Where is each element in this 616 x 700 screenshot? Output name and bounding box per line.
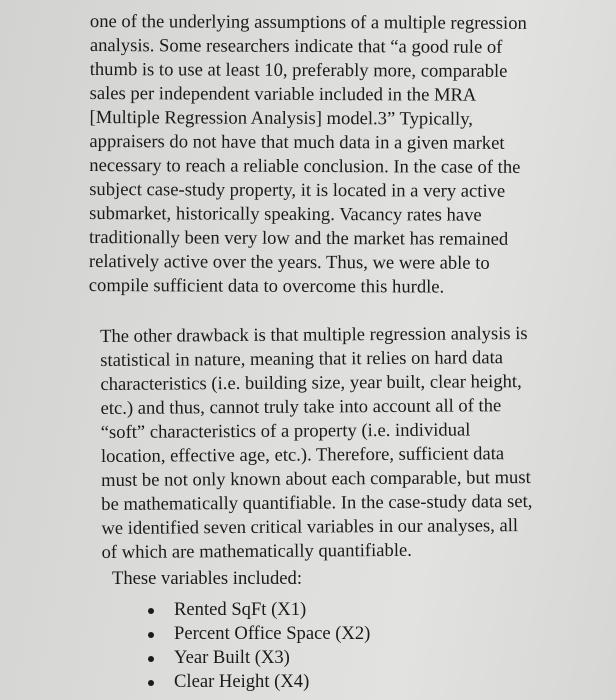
list-item (148, 646, 370, 670)
paragraph-regression-assumptions (89, 10, 568, 300)
text-line: submarket, historically speaking. Vacancy rates have (89, 202, 482, 226)
text-line: necessary to reach a reliable conclusion. In the case of the (89, 154, 521, 178)
variable-label: Rented SqFt (X1) (174, 599, 307, 620)
text-line: thumb is to use at least 10, preferably more, comparable (89, 58, 508, 82)
text-line: compile sufficient data to overcome this hurdle. (88, 274, 445, 298)
text-line: The other drawback is that multiple regression analysis is (100, 323, 528, 347)
text-line: one of the underlying assumptions of a multiple regression (89, 10, 527, 34)
text-line: statistical in nature, meaning that it relies on hard data (100, 347, 504, 371)
variable-label: Percent Office Space (X2) (174, 623, 371, 644)
text-line: relatively active over the years. Thus, we were able to (88, 250, 490, 274)
text-line: we identified seven critical variables in our analyses, all (101, 515, 519, 539)
text-line: sales per independent variable included in the MRA (89, 82, 477, 106)
text-line: must be not only known about each comparable, but must (101, 466, 531, 491)
text-line: [Multiple Regression Analysis] model.3” Typically, (89, 106, 474, 130)
list-item (148, 598, 370, 622)
text-line: “soft” characteristics of a property (i.e. individual (100, 419, 471, 443)
text-line: etc.) and thus, cannot truly take into account all of the (100, 395, 502, 419)
text-line: analysis. Some researchers indicate that “a good rule of (89, 34, 503, 58)
text-line: traditionally been very low and the market has remained (88, 226, 509, 250)
text-line: be mathematically quantifiable. In the case-study data set, (101, 490, 533, 515)
paragraph-regression-drawback (100, 322, 566, 565)
bullet-icon (148, 680, 154, 686)
list-item (148, 670, 370, 694)
text-line: of which are mathematically quantifiable. (101, 539, 412, 563)
variables-intro: These variables included: (112, 568, 302, 589)
list-item (148, 622, 370, 646)
bullet-icon (148, 632, 154, 638)
bullet-icon (148, 656, 154, 662)
variable-label: Clear Height (X4) (174, 671, 310, 692)
text-line: characteristics (i.e. building size, year built, clear height, (100, 371, 522, 395)
text-line: location, effective age, etc.). Therefore, sufficient data (100, 443, 505, 467)
variable-label: Year Built (X3) (174, 647, 290, 668)
text-line: appraisers do not have that much data in a given market (89, 130, 505, 154)
bullet-icon (148, 608, 154, 614)
text-line: subject case-study property, it is located in a very active (89, 178, 506, 202)
variables-list (148, 598, 370, 694)
